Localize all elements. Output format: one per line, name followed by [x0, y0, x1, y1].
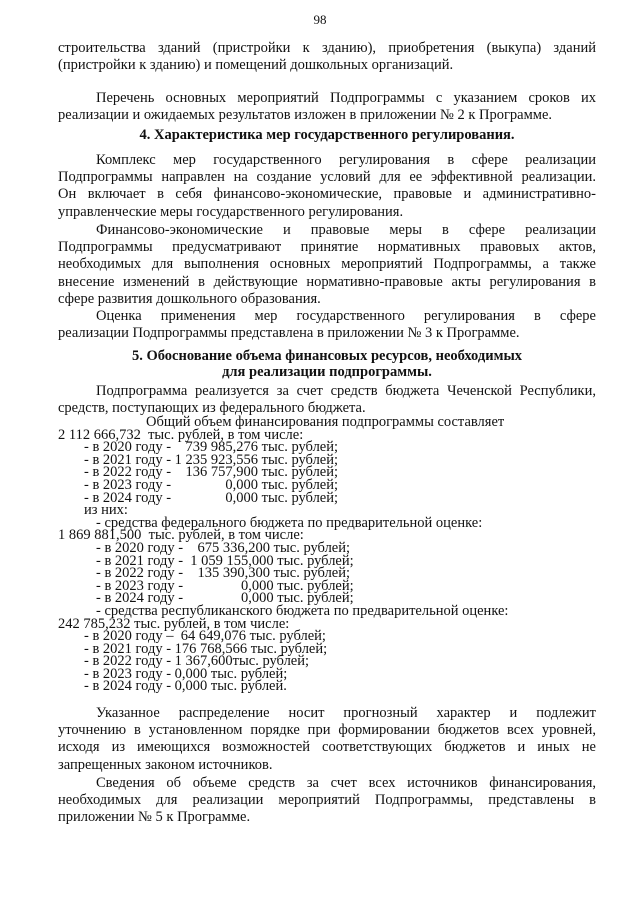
paragraph-assessment: [58, 308, 596, 342]
text-line: исходя из имеющихся возможностей соответствующих бюджетов и иных не: [58, 739, 596, 756]
text-line: уточнению в установленном порядке при формировании бюджетов всех уровней,: [58, 722, 596, 739]
federal-value: 1 869 881,500 тыс. рублей, в том числе:: [58, 527, 304, 544]
text-line: Он включает в себя финансово-экономические, правовые и административно-: [58, 186, 596, 203]
paragraph-regulation-complex: [58, 152, 596, 221]
text-line: Финансово-экономические и правовые меры в сфере реализации: [96, 222, 596, 238]
total-year-row: - в 2021 году - 1 235 923,556 тыс. рублей;: [84, 451, 339, 468]
text-line: Подпрограммы направлен на создание условий для ее эффективной реализации.: [58, 169, 596, 186]
republican-intro: - средства республиканского бюджета по предварительной оценке:: [96, 602, 509, 619]
paragraph-distribution-note: [58, 705, 596, 774]
federal-year-row: - в 2021 году - 1 059 155,000 тыс. рублей;: [96, 552, 354, 569]
republican-year-row: - в 2023 году - 0,000 тыс. рублей;: [84, 665, 288, 682]
federal-intro: - средства федерального бюджета по предварительной оценке:: [96, 514, 483, 531]
total-year-row: - в 2022 году - 136 757,900 тыс. рублей;: [84, 464, 339, 481]
heading-line: 5. Обоснование объема финансовых ресурсов, необходимых: [131, 348, 523, 364]
text-line: (пристройки к зданию) и помещений дошкольных организаций.: [58, 57, 454, 74]
text-line: Указанное распределение носит прогнозный характер и подлежит: [96, 705, 596, 721]
paragraph-financial-legal-measures: [58, 222, 596, 308]
text-line: строительства зданий (пристройки к зданию), приобретения (выкупа) зданий: [58, 40, 596, 56]
republican-year-row: - в 2022 году - 1 367,600тыс. рублей;: [84, 653, 310, 670]
republican-year-row: - в 2020 году – 64 649,076 тыс. рублей;: [84, 628, 326, 645]
text-line: Сведения об объеме средств за счет всех источников финансирования,: [96, 775, 596, 791]
text-line: приложении № 5 к Программе.: [58, 809, 251, 826]
text-line: сфере развития дошкольного образования.: [58, 290, 321, 307]
republican-value: 242 785,232 тыс. рублей, в том числе:: [58, 615, 290, 632]
text-line: необходимых для выполнения основных мероприятий Подпрограммы, а также: [58, 256, 596, 273]
text-line: Подпрограмма реализуется за счет средств бюджета Чеченской Республики,: [96, 383, 596, 399]
total-year-row: - в 2020 году - 739 985,276 тыс. рублей;: [84, 439, 339, 456]
total-value: 2 112 666,732 тыс. рублей, в том числе:: [58, 426, 304, 443]
federal-year-row: - в 2024 году - 0,000 тыс. рублей;: [96, 590, 354, 607]
text-line: Комплекс мер государственного регулирования в сфере реализации: [96, 152, 596, 168]
paragraph-funding-info: [58, 775, 596, 827]
federal-year-row: - в 2022 году - 135 390,300 тыс. рублей;: [96, 565, 351, 582]
paragraph-funding-sources: [58, 383, 596, 417]
financing-breakdown: [58, 416, 596, 693]
text-line: Подпрограммы предусматривают принятие нормативных правовых актов,: [58, 239, 596, 256]
page-number: 98: [313, 12, 327, 27]
republican-year-row: - в 2024 году - 0,000 тыс. рублей.: [84, 678, 287, 695]
federal-year-row: - в 2023 году - 0,000 тыс. рублей;: [96, 577, 354, 594]
text-line: Оценка применения мер государственного регулирования в сфере: [96, 308, 596, 324]
text-line: реализации Подпрограммы представлена в приложении № 3 к Программе.: [58, 325, 520, 342]
text-line: внесение изменений в действующие нормативно-правовые акты регулирования в: [58, 273, 596, 290]
text-line: реализации и ожидаемых результатов изложен в приложении № 2 к Программе.: [58, 107, 553, 124]
total-year-row: - в 2024 году - 0,000 тыс. рублей;: [84, 489, 339, 506]
text-line: управленческие меры государственного регулирования.: [58, 203, 404, 220]
republican-year-row: - в 2021 году - 176 768,566 тыс. рублей;: [84, 640, 328, 657]
text-line: запрещенных законом источников.: [58, 756, 273, 773]
total-year-row: - в 2023 году - 0,000 тыс. рублей;: [84, 476, 339, 493]
paragraph-buildings: [58, 40, 596, 74]
text-line: необходимых для реализации мероприятий Подпрограммы, представлены в: [58, 792, 596, 809]
section-heading-5: [58, 348, 596, 380]
text-line: Перечень основных мероприятий Подпрограммы с указанием сроков их: [96, 90, 596, 106]
total-intro: Общий объем финансирования подпрограммы составляет: [146, 414, 505, 430]
heading-line: для реализации подпрограммы.: [222, 364, 432, 380]
section-heading-4: 4. Характеристика мер государственного регулирования.: [139, 127, 515, 143]
paragraph-measures-list: [58, 90, 596, 124]
of-them-label: из них:: [84, 502, 128, 519]
federal-year-row: - в 2020 году - 675 336,200 тыс. рублей;: [96, 539, 351, 556]
text-line: средств, поступающих из федерального бюджета.: [58, 400, 366, 417]
